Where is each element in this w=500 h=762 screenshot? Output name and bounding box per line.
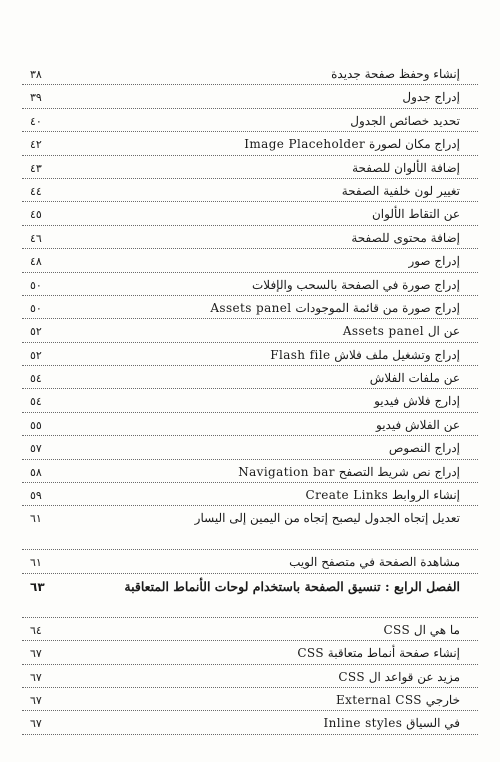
toc-entry-page-number: ٥٨ [30, 465, 42, 479]
toc-entry [22, 618, 478, 641]
toc-entry-title: عن التقاط الألوان [371, 207, 460, 222]
toc-entry-page-number: ٥٧ [30, 442, 42, 456]
toc-entry-title: إدراج وتشغيل ملف فلاش Flash file [270, 347, 460, 362]
toc-entry-page-number: ٦٧ [30, 717, 42, 731]
toc-entry-page-number: ٤٥ [30, 208, 42, 222]
toc-entry-title: خارجي External CSS [335, 692, 460, 707]
toc-entry [22, 641, 478, 664]
toc-entry-page-number: ٤٦ [30, 231, 42, 245]
table-of-contents [22, 62, 478, 735]
toc-entry-title: إضافة الألوان للصفحة [352, 160, 460, 175]
toc-entry-title: إدراج صورة من قائمة الموجودات Assets panel [210, 300, 460, 315]
toc-entry-page-number: ٦١ [30, 556, 42, 570]
toc-entry-page-number: ٦٧ [30, 647, 42, 661]
toc-entry-title: تغيير لون خلفية الصفحة [341, 183, 460, 198]
toc-entry-page-number: ٥٠ [30, 278, 42, 292]
toc-entry-title: إدراج نص شريط التصفح Navigation bar [238, 464, 460, 479]
toc-entry [22, 574, 478, 618]
toc-entry [22, 688, 478, 711]
toc-entry [22, 343, 478, 366]
toc-entry-title: في السياق Inline styles [323, 716, 460, 731]
toc-entry-title: عن الفلاش فيديو [376, 417, 460, 432]
toc-entry-title: تعديل إتجاه الجدول ليصبح إتجاه من اليمين إلى اليسار [194, 511, 460, 526]
toc-entry [22, 483, 478, 506]
toc-entry-page-number: ٥٢ [30, 348, 42, 362]
toc-entry-page-number: ٣٩ [30, 91, 42, 105]
toc-entry [22, 226, 478, 249]
toc-entry-page-number: ٥٠ [30, 301, 42, 315]
toc-entry-title: إدراج صور [408, 254, 460, 269]
toc-entry-title: ما هي ال CSS [383, 622, 460, 637]
toc-entry-page-number: ٤٠ [30, 114, 42, 128]
toc-entry-title: إنشاء الروابط Create Links [305, 488, 460, 503]
toc-entry-title: إدارج فلاش فيديو [374, 394, 460, 409]
toc-entry-title: إدراج مكان لصورة Image Placeholder [244, 137, 460, 152]
toc-entry [22, 156, 478, 179]
toc-entry [22, 506, 478, 550]
toc-entry [22, 389, 478, 412]
toc-entry [22, 413, 478, 436]
toc-entry-page-number: ٣٨ [30, 68, 42, 81]
toc-entry-page-number: ٦٤ [30, 623, 42, 637]
toc-entry-title: إنشاء وحفظ صفحة جديدة [331, 67, 460, 81]
toc-entry-title: مزيد عن قواعد ال CSS [338, 669, 460, 684]
toc-entry-page-number: ٤٤ [30, 184, 42, 198]
toc-entry [22, 366, 478, 389]
toc-entry [22, 249, 478, 272]
toc-entry [22, 296, 478, 319]
toc-entry [22, 109, 478, 132]
toc-entry-title: إدراج جدول [402, 90, 460, 105]
toc-entry-title: إضافة محتوى للصفحة [351, 230, 460, 245]
toc-entry-page-number: ٥٢ [30, 325, 42, 339]
toc-entry-page-number: ٥٩ [30, 489, 42, 503]
toc-entry-page-number: ٥٥ [30, 418, 42, 432]
toc-entry [22, 132, 478, 155]
toc-entry [22, 436, 478, 459]
toc-entry-page-number: ٦٧ [30, 670, 42, 684]
toc-entry-title: إدراج النصوص [388, 441, 460, 456]
toc-entry [22, 273, 478, 296]
toc-entry-page-number: ٥٤ [30, 395, 42, 409]
toc-entry-title: إنشاء صفحة أنماط متعاقبة CSS [297, 646, 460, 661]
toc-entry-page-number: ٦٣ [30, 579, 45, 594]
toc-entry-page-number: ٥٤ [30, 372, 42, 386]
toc-entry-title: الفصل الرابع : تنسيق الصفحة باستخدام لوحات الأنماط المتعاقبة [124, 578, 460, 594]
toc-entry [22, 550, 478, 573]
toc-entry-title: عن ال Assets panel [342, 324, 460, 339]
toc-entry-page-number: ٦١ [30, 512, 42, 526]
toc-entry-page-number: ٦٧ [30, 693, 42, 707]
toc-entry-page-number: ٤٣ [30, 161, 42, 175]
toc-entry-page-number: ٤٨ [30, 255, 42, 269]
toc-entry-page-number: ٤٢ [30, 138, 42, 152]
toc-entry [22, 85, 478, 108]
toc-entry [22, 319, 478, 342]
toc-entry [22, 711, 478, 734]
toc-entry [22, 62, 478, 85]
toc-entry [22, 202, 478, 225]
toc-entry-title: مشاهدة الصفحة في متصفح الويب [289, 555, 460, 570]
toc-entry-title: تحديد خصائص الجدول [350, 113, 460, 128]
toc-entry-title: عن ملفات الفلاش [369, 371, 460, 386]
toc-entry [22, 460, 478, 483]
toc-entry [22, 179, 478, 202]
toc-entry-title: إدراج صورة في الصفحة بالسحب والإفلات [251, 277, 460, 292]
toc-entry [22, 665, 478, 688]
